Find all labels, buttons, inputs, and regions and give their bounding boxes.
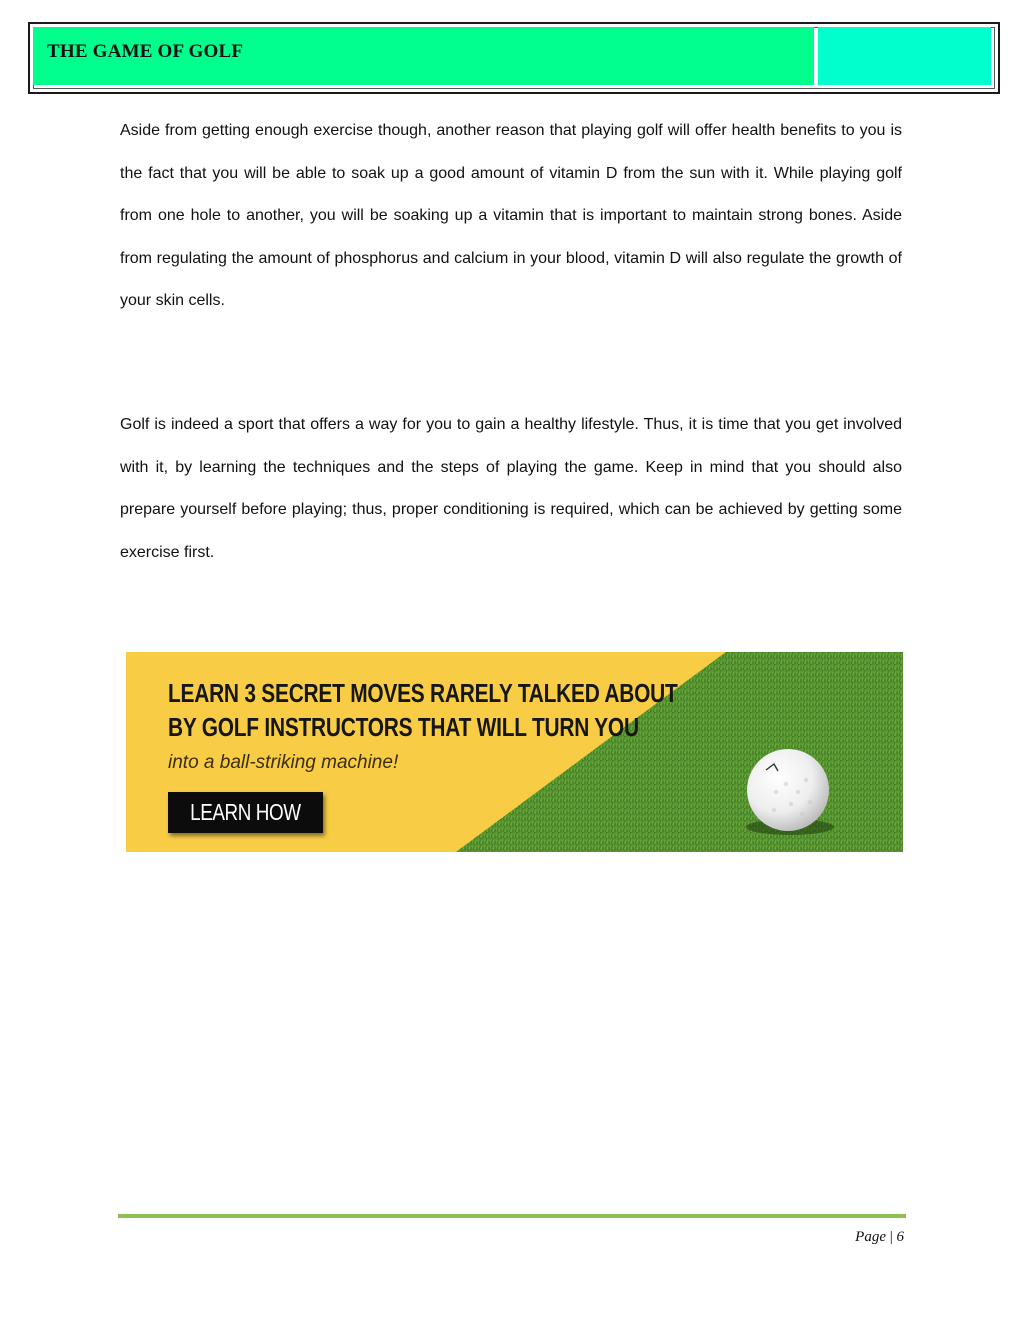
banner-headline-line-2: BY GOLF INSTRUCTORS THAT WILL TURN YOU bbox=[168, 714, 639, 742]
paragraph-healthy-lifestyle: Golf is indeed a sport that offers a way for you to gain a healthy lifestyle. Thus, it is time that you get involved with it, by learning the techniques and the steps of playing the game. Keep in mind that you should also prepare yourself before playing; thus, proper conditioning is required, which can be achieved by getting some exercise first. bbox=[120, 416, 902, 561]
page-separator: | bbox=[889, 1229, 893, 1245]
footer-divider bbox=[118, 1214, 906, 1218]
banner-headline bbox=[168, 677, 677, 745]
page-number-value: 6 bbox=[896, 1229, 904, 1245]
golf-ad-banner[interactable] bbox=[126, 652, 903, 852]
page-number bbox=[855, 1229, 904, 1246]
learn-how-label: LEARN HOW bbox=[190, 799, 301, 825]
learn-how-button[interactable] bbox=[168, 792, 323, 833]
banner-headline-line-1: LEARN 3 SECRET MOVES RARELY TALKED ABOUT bbox=[168, 680, 678, 708]
banner-subline: into a ball-striking machine! bbox=[168, 752, 399, 773]
header-title-cell bbox=[33, 27, 814, 85]
document-header bbox=[28, 22, 1000, 94]
golf-ball-icon bbox=[747, 749, 829, 831]
document-title: THE GAME OF GOLF bbox=[47, 41, 244, 62]
page-label: Page bbox=[855, 1229, 886, 1245]
header-side-cell bbox=[818, 27, 991, 85]
paragraph-vitamin-d: Aside from getting enough exercise though, another reason that playing golf will offer health benefits to you is the fact that you will be able to soak up a good amount of vitamin D from the sun with it. While playing golf from one hole to another, you will be soaking up a vitamin that is important to maintain strong bones. Aside from regulating the amount of phosphorus and calcium in your blood, vitamin D will also regulate the growth of your skin cells. bbox=[120, 122, 902, 309]
